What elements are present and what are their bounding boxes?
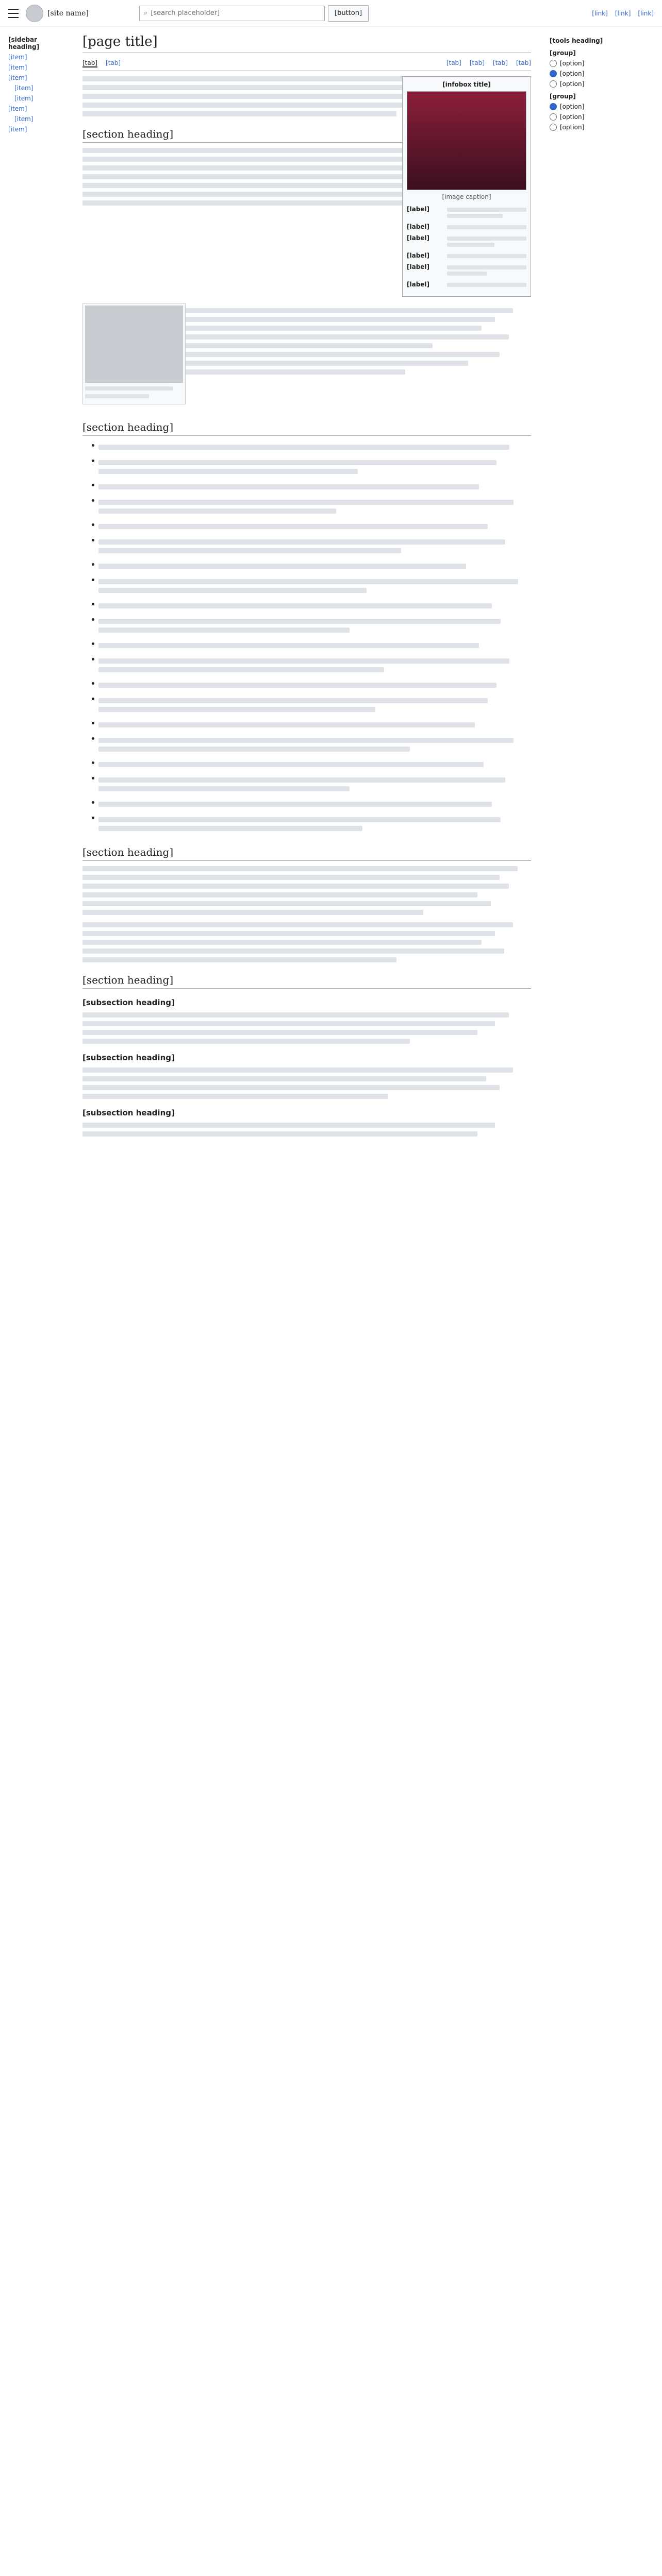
sidebar-item-3[interactable]: [item]	[8, 74, 27, 81]
radio-label: [option]	[560, 70, 585, 77]
list-item	[92, 679, 531, 691]
infobox-value	[447, 206, 526, 220]
infobox	[402, 76, 531, 297]
list-item	[92, 456, 531, 478]
list-item	[92, 719, 531, 731]
infobox-row	[407, 223, 526, 231]
infobox-value	[447, 234, 526, 249]
subsection-heading: [subsection heading]	[82, 1053, 175, 1062]
subsection-paragraph	[82, 1067, 531, 1099]
top-bar	[0, 0, 662, 27]
right-sidebar	[541, 27, 662, 1144]
list-item	[92, 774, 531, 795]
appearance-group-2: [group]	[550, 93, 576, 100]
right-sidebar-heading: [tools heading]	[550, 37, 603, 44]
radio-option[interactable]	[550, 124, 654, 131]
radio-label: [option]	[560, 113, 585, 121]
infobox-photo[interactable]	[407, 91, 526, 190]
section-heading: [section heading]	[82, 974, 531, 989]
sidebar-item-7[interactable]: [item]	[14, 115, 34, 123]
tab-3[interactable]: [tab]	[446, 59, 461, 66]
list-item	[92, 481, 531, 493]
section-paragraph	[82, 866, 531, 915]
subsection-paragraph	[82, 1123, 531, 1137]
radio-option[interactable]	[550, 103, 654, 110]
list-item	[92, 575, 531, 597]
list-item	[92, 734, 531, 755]
infobox-row	[407, 281, 526, 289]
infobox-value	[447, 252, 526, 260]
list-item	[92, 694, 531, 716]
infobox-row	[407, 263, 526, 278]
radio-label: [option]	[560, 103, 585, 110]
radio-icon	[550, 113, 557, 121]
infobox-label: [label]	[407, 206, 430, 213]
infobox-value	[447, 263, 526, 278]
radio-label: [option]	[560, 124, 585, 131]
section-heading: [section heading]	[82, 846, 531, 861]
top-link-1[interactable]: [link]	[592, 9, 608, 17]
list-item	[92, 441, 531, 453]
sidebar-item-2[interactable]: [item]	[8, 64, 27, 71]
site-logo[interactable]	[26, 5, 129, 22]
subsection-heading: [subsection heading]	[82, 998, 175, 1007]
tab-2[interactable]: [tab]	[106, 59, 121, 66]
list-item	[92, 496, 531, 517]
infobox-label: [label]	[407, 281, 430, 288]
menu-icon[interactable]	[8, 9, 19, 18]
list-item	[92, 639, 531, 652]
infobox-label: [label]	[407, 263, 430, 270]
list-item	[92, 758, 531, 771]
sidebar-item-5[interactable]: [item]	[14, 95, 34, 102]
infobox-row	[407, 234, 526, 249]
radio-option[interactable]	[550, 60, 654, 67]
site-name: [site name]	[47, 9, 89, 18]
top-links	[592, 10, 654, 17]
tab-4[interactable]: [tab]	[469, 59, 485, 66]
infobox-label: [label]	[407, 252, 430, 259]
list-item	[92, 520, 531, 533]
radio-icon	[550, 80, 557, 88]
list-item	[92, 655, 531, 676]
infobox-label: [label]	[407, 223, 430, 230]
page-title: [page title]	[82, 34, 531, 53]
radio-label: [option]	[560, 80, 585, 88]
infobox-row	[407, 252, 526, 260]
section-heading: [section heading]	[82, 128, 531, 143]
radio-icon	[550, 124, 557, 131]
thumbnail[interactable]	[82, 303, 186, 404]
tab-1[interactable]: [tab]	[82, 59, 98, 66]
thumbnail-image[interactable]	[85, 306, 183, 383]
subsection-heading: [subsection heading]	[82, 1108, 175, 1117]
top-link-3[interactable]: [link]	[638, 9, 654, 17]
search-placeholder: [search placeholder]	[151, 9, 220, 17]
left-sidebar	[0, 27, 72, 1144]
search-button[interactable]: [button]	[328, 5, 369, 22]
page-tabs-right	[446, 59, 531, 67]
sidebar-item-1[interactable]: [item]	[8, 54, 27, 61]
sidebar-item-6[interactable]: [item]	[8, 105, 27, 112]
globe-logo-icon	[26, 5, 43, 22]
list-item	[92, 560, 531, 572]
list-item	[92, 600, 531, 612]
top-link-2[interactable]: [link]	[615, 9, 631, 17]
appearance-group-1: [group]	[550, 49, 576, 57]
search-input[interactable]	[139, 6, 325, 21]
main-content	[72, 27, 541, 1144]
thumbnail-caption	[85, 386, 183, 398]
section-heading: [section heading]	[82, 421, 531, 436]
radio-icon	[550, 70, 557, 77]
page-tabs	[82, 56, 531, 71]
list-item	[92, 536, 531, 557]
infobox-value	[447, 223, 526, 231]
list-item	[92, 798, 531, 810]
sidebar-item-4[interactable]: [item]	[14, 84, 34, 92]
list-item	[92, 814, 531, 835]
timeline-list	[92, 441, 531, 835]
infobox-value	[447, 281, 526, 289]
infobox-label: [label]	[407, 234, 430, 242]
radio-option[interactable]	[550, 113, 654, 121]
subsection-paragraph	[82, 1012, 531, 1044]
sidebar-item-8[interactable]: [item]	[8, 126, 27, 133]
left-sidebar-heading: [sidebar heading]	[8, 36, 40, 50]
tab-6[interactable]: [tab]	[516, 59, 531, 66]
infobox-caption: [image caption]	[442, 193, 491, 200]
search-icon: ⌕	[144, 9, 148, 17]
radio-icon	[550, 60, 557, 67]
radio-option[interactable]	[550, 70, 654, 77]
section-paragraph	[82, 922, 531, 962]
list-item	[92, 615, 531, 636]
radio-option[interactable]	[550, 80, 654, 88]
infobox-row	[407, 206, 526, 220]
tab-5[interactable]: [tab]	[492, 59, 508, 66]
radio-label: [option]	[560, 60, 585, 67]
radio-icon	[550, 103, 557, 110]
infobox-title: [infobox title]	[442, 81, 491, 88]
